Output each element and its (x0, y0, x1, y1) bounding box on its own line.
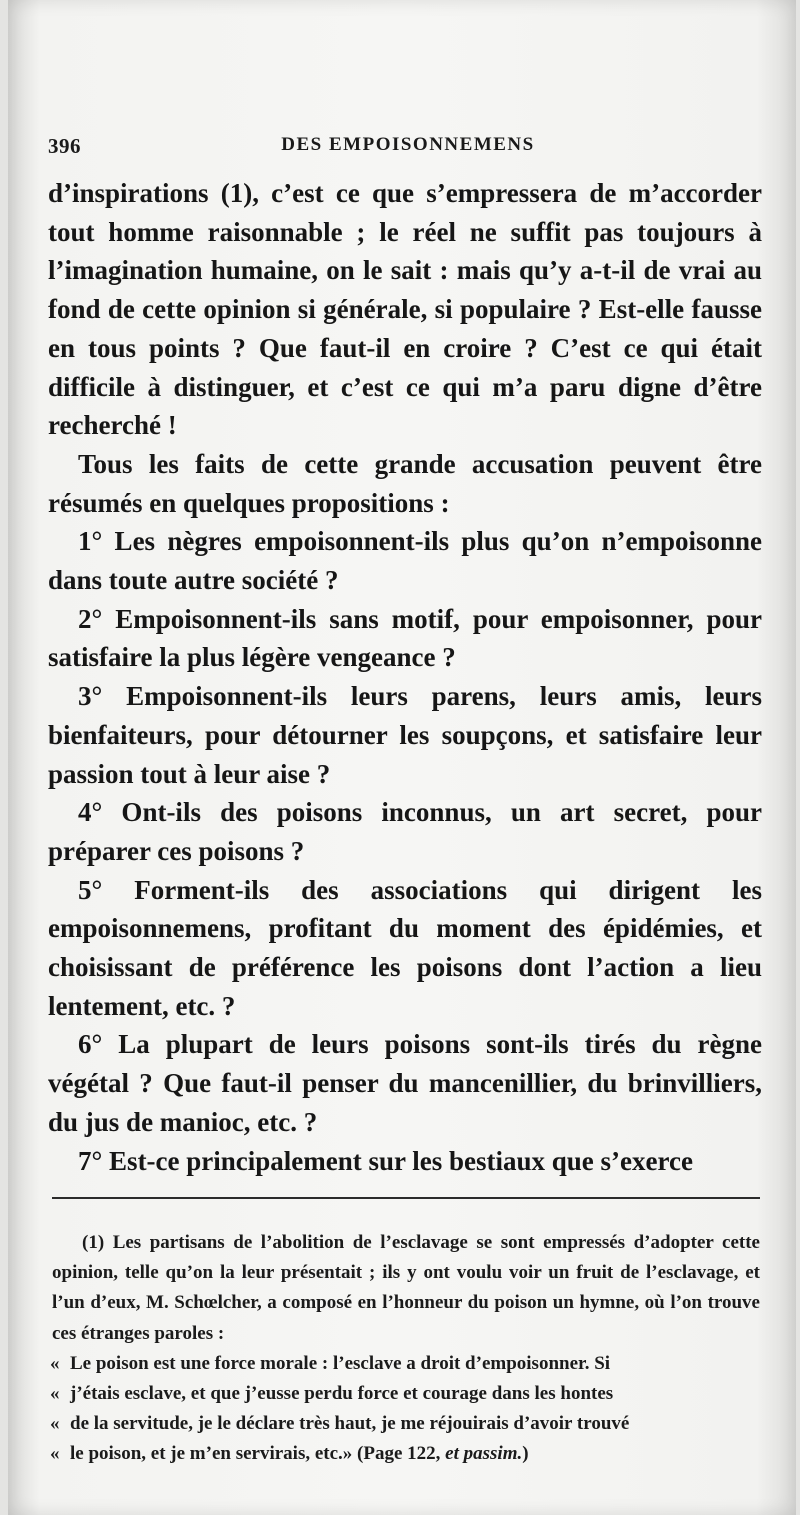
quote-text: de la servitude, je le déclare très haut, je me réjouirais d’avoir trouvé (70, 1413, 630, 1435)
footnote-divider (52, 1197, 760, 1199)
proposition-2: 2° Empoisonnent-ils sans motif, pour empoisonner, pour satisfaire la plus légère vengeance ? (48, 603, 762, 673)
proposition-4: 4° Ont-ils des poisons inconnus, un art secret, pour préparer ces poisons ? (48, 797, 762, 866)
footnote (52, 1228, 760, 1470)
proposition-5: 5° Forment-ils des associations qui dirigent les empoisonnemens, profitant du moment des épidémies, et choisissant de préférence les poisons dont l’action a lieu lentement, etc. ? (48, 874, 762, 1021)
quote-mark: « (50, 1352, 60, 1374)
footnote-intro: (1) Les partisans de l’abolition de l’esclavage se sont empressés d’adopter cette opinion, telle qu’on la leur présentait ; ils y ont voulu voir un fruit de l’esclavage, et l’un d’eux, M. Schœlcher, a composé en l’honneur du poison un hymne, où l’on trouve ces étranges paroles : (52, 1232, 760, 1344)
quote-text: le poison, et je m’en servirais, etc.» (70, 1443, 353, 1465)
page-number: 396 (48, 134, 81, 158)
paragraph-summary: Tous les faits de cette grande accusation peuvent être résumés en quelques propositions : (48, 448, 762, 518)
quote-mark: « (50, 1413, 60, 1435)
citation: (Page 122, (357, 1443, 441, 1465)
quote-mark: « (50, 1383, 60, 1405)
quote-text: j’étais esclave, et que j’eusse perdu force et courage dans les hontes (70, 1383, 614, 1405)
footnote-quote-line (52, 1439, 760, 1469)
quote-mark: « (50, 1443, 60, 1465)
citation-close: ) (522, 1443, 529, 1465)
paragraph-opening: d’inspirations (1), c’est ce que s’empressera de m’accorder tout homme raisonnable ; le réel ne suffit pas toujours à l’imagination humaine, on le sait : mais qu’y a-t-il de vrai au fond de cette opinion si générale, si populaire ? Est-elle fausse en tous points ? Que faut-il en croire ? C’est ce qui était difficile à distinguer, et c’est ce qui m’a paru digne d’être recherché ! (48, 178, 762, 441)
quote-text: Le poison est une force morale : l’esclave a droit d’empoisonner. Si (70, 1352, 611, 1374)
proposition-1: 1° Les nègres empoisonnent-ils plus qu’on n’empoisonne dans toute autre société ? (48, 526, 762, 596)
proposition-3: 3° Empoisonnent-ils leurs parens, leurs amis, leurs bienfaiteurs, pour détourner les soupçons, et satisfaire leur passion tout à leur aise ? (48, 681, 762, 789)
footnote-quote-line (52, 1349, 760, 1379)
proposition-7: 7° Est-ce principalement sur les bestiaux que s’exerce (78, 1145, 693, 1176)
footnote-quote-line (52, 1409, 760, 1439)
proposition-6: 6° La plupart de leurs poisons sont-ils tirés du règne végétal ? Que faut-il penser du mancenillier, du brinvilliers, du jus de manioc, etc. ? (48, 1029, 762, 1137)
footnote-quote-line (52, 1379, 760, 1409)
citation-italic: et passim. (445, 1443, 523, 1465)
book-page (8, 0, 796, 1515)
main-text (48, 174, 762, 1180)
page-header (48, 134, 768, 160)
running-title: DES EMPOISONNEMENS (281, 134, 535, 155)
